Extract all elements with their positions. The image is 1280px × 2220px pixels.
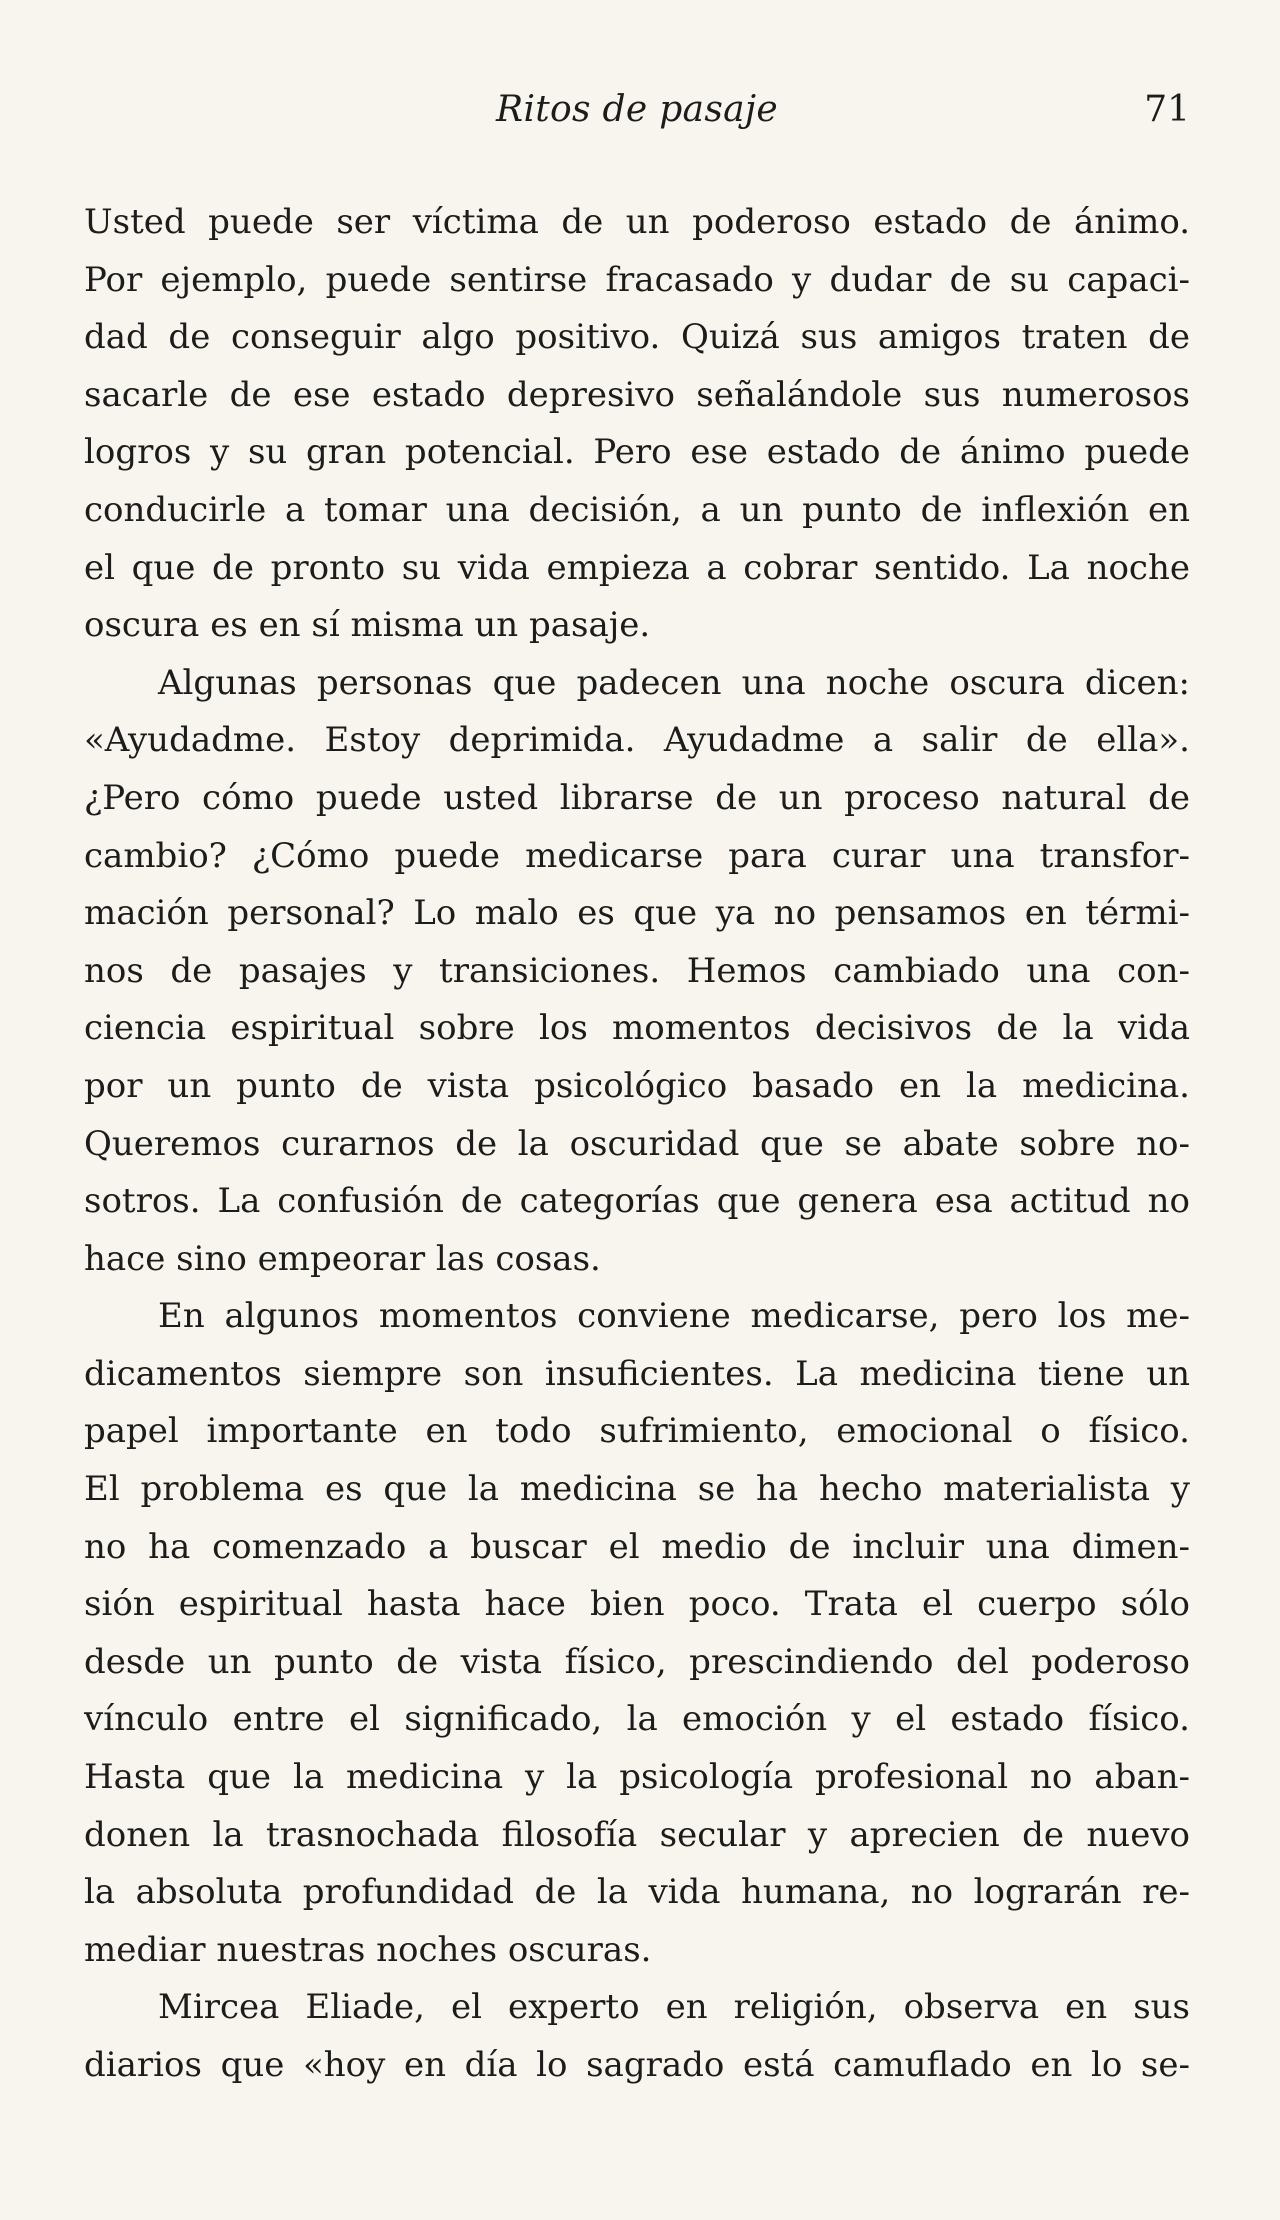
page-header	[84, 78, 1190, 142]
text-line: ciencia espiritual sobre los momentos decisivos de la vida	[84, 1008, 1190, 1049]
text-line: logros y su gran potencial. Pero ese estado de ánimo puede	[84, 432, 1190, 473]
text-line: Hasta que la medicina y la psicología profesional no aban-	[84, 1757, 1190, 1798]
text-line: sacarle de ese estado depresivo señalándole sus numerosos	[84, 374, 1190, 415]
running-title: Ritos de pasaje	[496, 89, 778, 130]
text-line: En algunos momentos conviene medicarse, pero los me-	[158, 1296, 1190, 1337]
text-line: donen la trasnochada filosofía secular y aprecien de nuevo	[84, 1814, 1190, 1855]
text-line: mediar nuestras noches oscuras.	[84, 1929, 652, 1970]
text-line: ¿Pero cómo puede usted librarse de un proceso natural de	[84, 777, 1190, 818]
text-line: hace sino empeorar las cosas.	[84, 1238, 601, 1279]
text-line: Por ejemplo, puede sentirse fracasado y dudar de su capaci-	[84, 259, 1190, 300]
text-line: la absoluta profundidad de la vida humana, no lograrán re-	[84, 1872, 1190, 1913]
text-line: desde un punto de vista físico, prescindiendo del poderoso	[84, 1641, 1190, 1682]
text-line: Algunas personas que padecen una noche oscura dicen:	[158, 662, 1190, 703]
text-line: nos de pasajes y transiciones. Hemos cambiado una con-	[84, 950, 1190, 991]
text-line: por un punto de vista psicológico basado en la medicina.	[84, 1065, 1190, 1106]
text-line: conducirle a tomar una decisión, a un punto de inflexión en	[84, 489, 1190, 530]
text-line: sión espiritual hasta hace bien poco. Trata el cuerpo sólo	[84, 1584, 1190, 1625]
text-line: el que de pronto su vida empieza a cobrar sentido. La noche	[84, 547, 1190, 588]
text-line: vínculo entre el significado, la emoción y el estado físico.	[84, 1699, 1190, 1740]
text-line: Queremos curarnos de la oscuridad que se abate sobre no-	[84, 1123, 1190, 1164]
text-line: Usted puede ser víctima de un poderoso estado de ánimo.	[84, 202, 1190, 242]
text-line: no ha comenzado a buscar el medio de incluir una dimen-	[84, 1526, 1190, 1567]
text-line: cambio? ¿Cómo puede medicarse para curar una transfor-	[84, 835, 1190, 876]
text-line: Mircea Eliade, el experto en religión, observa en sus	[158, 1987, 1190, 2028]
text-line: mación personal? Lo malo es que ya no pensamos en térmi-	[84, 893, 1190, 934]
text-line: diarios que «hoy en día lo sagrado está camuflado en lo se-	[84, 2045, 1190, 2085]
text-line: dad de conseguir algo positivo. Quizá sus amigos traten de	[84, 317, 1190, 358]
text-line: oscura es en sí misma un pasaje.	[84, 605, 651, 646]
text-line: sotros. La confusión de categorías que genera esa actitud no	[84, 1181, 1190, 1222]
book-page	[84, 78, 1190, 2158]
text-line: «Ayudadme. Estoy deprimida. Ayudadme a salir de ella».	[84, 720, 1190, 761]
text-line: papel importante en todo sufrimiento, emocional o físico.	[84, 1411, 1190, 1452]
page-number: 71	[1144, 89, 1190, 130]
body-text	[84, 194, 1190, 2095]
text-line: dicamentos siempre son insuficientes. La medicina tiene un	[84, 1353, 1190, 1394]
text-line: El problema es que la medicina se ha hecho materialista y	[84, 1469, 1190, 1510]
